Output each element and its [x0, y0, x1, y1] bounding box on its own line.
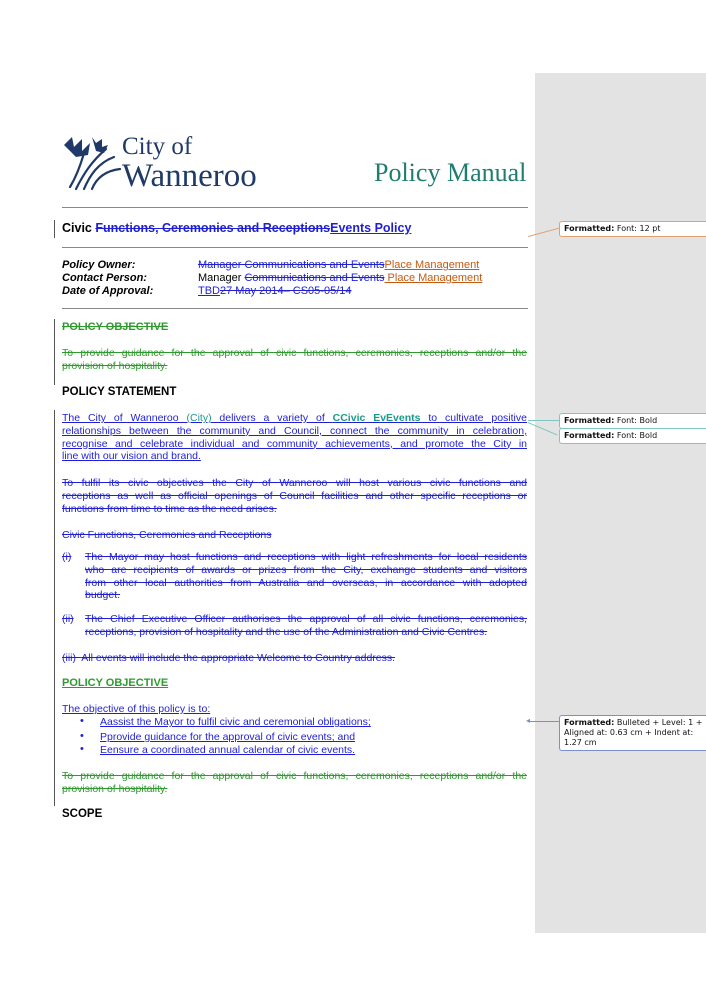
item-line: The Mayor may host functions and receptions with light refreshments for local residents [85, 551, 527, 563]
comment-label: Formatted: [564, 718, 615, 727]
objective-heading: POLICY OBJECTIVE [62, 677, 169, 689]
statement-text: delivers a variety of [211, 412, 333, 424]
deleted-objective-heading: POLICY OBJECTIVE [62, 321, 169, 333]
approval-label: Date of Approval: [62, 285, 154, 297]
owner-label: Policy Owner: [62, 259, 136, 271]
item-3 [62, 652, 395, 665]
deleted-objective-line: provision of hospitality. [62, 782, 168, 795]
title-civic: Civic [62, 221, 96, 235]
item-line: budget. [85, 589, 121, 602]
comment-label: Formatted: [564, 224, 615, 233]
statement-city: (City) [186, 412, 212, 424]
approval-value [198, 285, 351, 298]
statement-line: relationships between the community and Council, connect the community in celebration, [62, 424, 527, 437]
statement-civic-events: CCivic EvEvents [332, 412, 421, 424]
connector-arrow-icon: ◂ [526, 716, 531, 725]
item-1-number: (i) [62, 551, 72, 563]
approval-deleted: 27 May 2014– CS05-05/14 [220, 285, 352, 297]
logo-text-line1: City of [122, 133, 193, 160]
owner-inserted: Place Management [384, 259, 480, 271]
item-line: from other local authorities from Australia and overseas, in accordance with adopted [85, 576, 527, 589]
logo-text-line2: Wanneroo [122, 158, 257, 194]
statement-text: to cultivate positive [420, 412, 527, 424]
change-bar [54, 220, 55, 238]
statement-line: line with our vision and brand. [62, 450, 201, 463]
deleted-objective-text-2 [62, 770, 527, 796]
comment-connector [528, 420, 560, 421]
paragraph-line: receptions as well as official openings of Council facilities and other specific receptions or [62, 489, 527, 502]
title-inserted: Events Policy [330, 221, 412, 235]
owner-value [198, 259, 479, 272]
objective-bullet-2: Pprovide guidance for the approval of civic events; and [100, 731, 356, 743]
title-rule [62, 247, 528, 248]
title-deleted: Functions, Ceremonies and Receptions [95, 221, 331, 235]
contact-label: Contact Person: [62, 272, 147, 284]
approval-inserted: TBD [198, 285, 220, 297]
comment-formatted-font-bold[interactable] [559, 428, 706, 444]
statement-line [62, 412, 527, 425]
item-1-text [85, 551, 527, 602]
comment-formatted-font-bold[interactable] [559, 413, 706, 429]
item-3-text: All events will include the appropriate Welcome to Country address. [81, 652, 396, 664]
contact-deleted: Communications and Events [244, 272, 385, 284]
comment-pane [535, 73, 706, 933]
paragraph-line: To fulfil its civic objectives the City of Wanneroo will host various civic functions and [62, 477, 527, 489]
comment-label: Formatted: [564, 431, 615, 440]
deleted-objective-line: provision of hospitality. [62, 359, 168, 372]
comment-text: Bulleted + Level: 1 + Aligned at: 0.63 cm + Indent at: 1.27 cm [564, 718, 703, 747]
item-line: receptions, provision of hospitality and the use of the Administration and Civic Centres. [85, 625, 488, 638]
objective-bullet-3: Eensure a coordinated annual calendar of civic events. [100, 744, 356, 756]
comment-formatted-font-12pt[interactable] [559, 221, 706, 237]
change-bar [54, 319, 55, 385]
comment-text: Font: Bold [614, 416, 658, 425]
comment-text: Font: Bold [614, 431, 658, 440]
policy-title [62, 221, 411, 236]
deleted-objective-line: To provide guidance for the approval of civic functions, ceremonies, receptions and/or the [62, 770, 527, 782]
item-3-number: (iii) [62, 652, 76, 664]
item-2-number: (ii) [62, 613, 74, 625]
header-rule [62, 207, 528, 208]
change-bar [54, 410, 55, 806]
civic-objectives-paragraph [62, 477, 527, 515]
comment-formatted-bulleted[interactable] [559, 715, 706, 751]
contact-value [198, 272, 482, 285]
paragraph-line: functions from time to time as the need arises. [62, 502, 277, 515]
statement-text: The City of Wanneroo [62, 412, 187, 424]
objective-bullet-1: Aassist the Mayor to fulfil civic and ceremonial obligations; [100, 716, 371, 728]
city-logo [62, 133, 272, 193]
civic-functions-subheading: Civic Functions, Ceremonies and Receptions [62, 529, 272, 541]
objective-intro: The objective of this policy is to: [62, 703, 211, 715]
meta-rule [62, 308, 528, 309]
bullet-icon: • [80, 743, 84, 755]
item-line: who are recipients of awards or prizes from the City, exchange students and visitors [85, 563, 527, 576]
comment-connector [528, 721, 560, 722]
statement-line: recognise and celebrate individual and community achievements, and promote the City in [62, 437, 527, 450]
comment-text: Font: 12 pt [614, 224, 661, 233]
manual-title: Policy Manual [374, 158, 527, 187]
comment-label: Formatted: [564, 416, 615, 425]
scope-heading: SCOPE [62, 808, 103, 820]
statement-heading: POLICY STATEMENT [62, 386, 177, 398]
statement-paragraph [62, 412, 527, 463]
contact-prefix: Manager [198, 272, 245, 284]
item-line: The Chief Executive Officer authorises the approval of all civic functions, ceremonies, [85, 613, 527, 625]
deleted-objective-line: To provide guidance for the approval of civic functions, ceremonies, receptions and/or the [62, 347, 527, 359]
contact-inserted: Place Management [384, 272, 483, 284]
deleted-objective-text [62, 347, 527, 373]
bullet-icon: • [80, 730, 84, 742]
owner-deleted: Manager Communications and Events [198, 259, 385, 271]
bullet-icon: • [80, 715, 84, 727]
logo-flower-icon [62, 133, 124, 191]
item-2-text [85, 613, 527, 639]
